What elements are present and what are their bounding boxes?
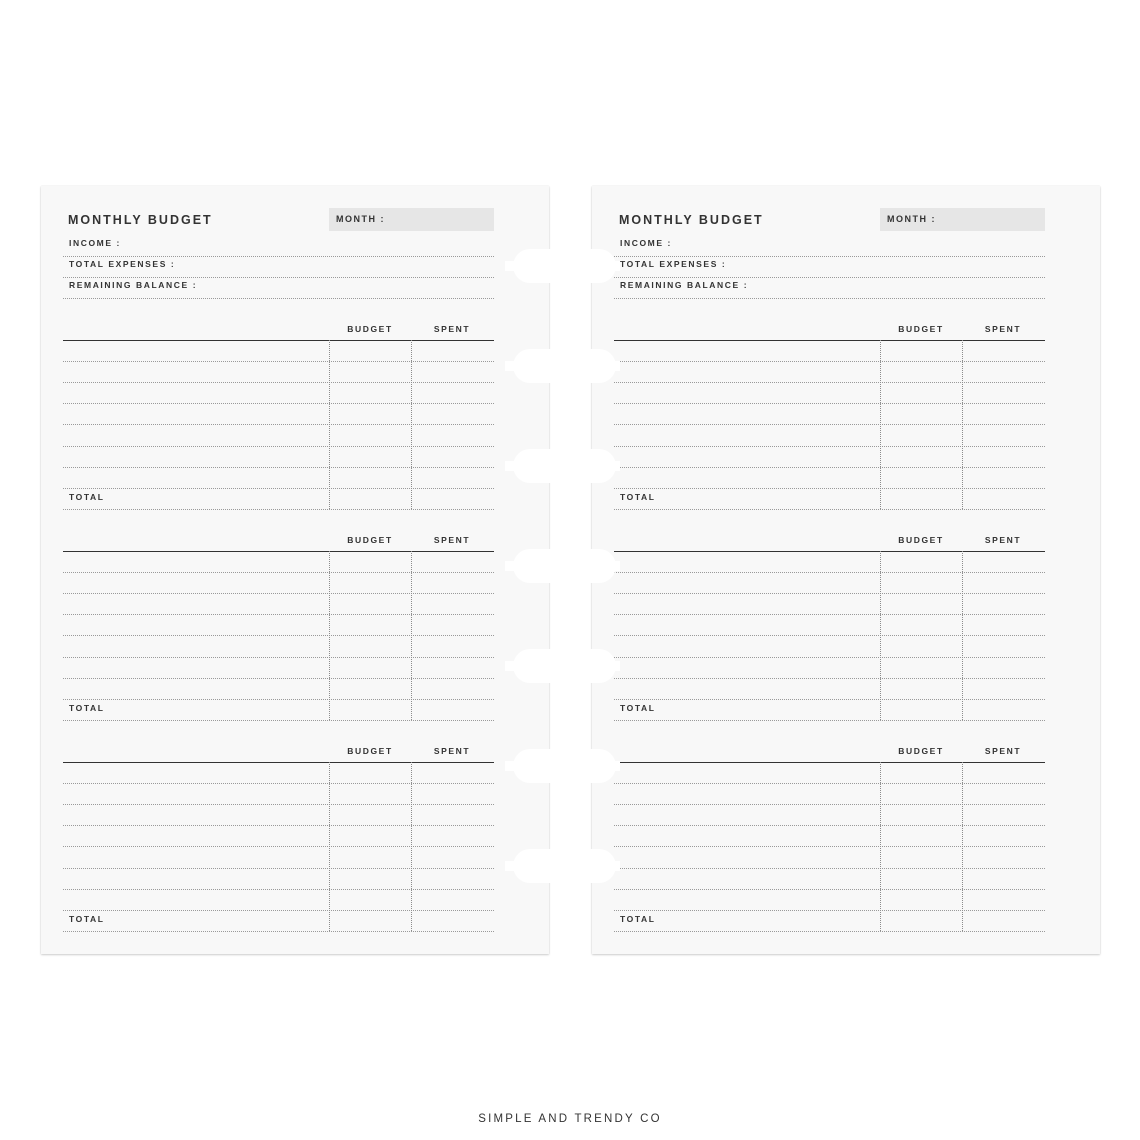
total-expenses-line[interactable]: TOTAL EXPENSES : — [614, 257, 1045, 278]
slot-stem — [505, 861, 525, 871]
table-row[interactable] — [614, 889, 1045, 890]
total-label: TOTAL — [69, 492, 105, 502]
binder-slot — [505, 849, 549, 883]
table-row[interactable] — [614, 657, 1045, 658]
total-label: TOTAL — [620, 492, 656, 502]
budget-header: BUDGET — [898, 324, 944, 334]
brand-footer: SIMPLE AND TRENDY CO — [478, 1113, 662, 1125]
budget-column-divider — [329, 340, 330, 509]
table-row[interactable] — [63, 678, 494, 679]
total-label: TOTAL — [69, 703, 105, 713]
total-label: TOTAL — [620, 914, 656, 924]
budget-column-divider — [880, 762, 881, 931]
planner-page-right — [592, 186, 1100, 954]
table-row[interactable] — [614, 572, 1045, 573]
table-row[interactable] — [614, 699, 1045, 700]
table-row[interactable] — [63, 699, 494, 700]
budget-column-divider — [880, 340, 881, 509]
slot-stem — [505, 461, 525, 471]
total-expenses-line[interactable]: TOTAL EXPENSES : — [63, 257, 494, 278]
table-row[interactable] — [614, 804, 1045, 805]
spent-column-divider — [411, 340, 412, 509]
binder-slot — [505, 749, 549, 783]
slot-stem — [610, 561, 620, 571]
income-line[interactable]: INCOME : — [614, 236, 1045, 257]
table-row[interactable] — [63, 382, 494, 383]
total-label: TOTAL — [69, 914, 105, 924]
budget-header: BUDGET — [347, 535, 393, 545]
spent-column-divider — [962, 340, 963, 509]
binder-slot — [592, 349, 636, 383]
section-rule — [63, 551, 494, 552]
spent-column-divider — [962, 551, 963, 720]
section-rule — [614, 762, 1045, 763]
table-row[interactable] — [614, 614, 1045, 615]
spent-column-divider — [411, 551, 412, 720]
table-row[interactable] — [63, 720, 494, 721]
spent-header: SPENT — [433, 746, 471, 756]
table-row[interactable] — [63, 910, 494, 911]
binder-slot — [592, 249, 636, 283]
table-row[interactable] — [63, 868, 494, 869]
page-title: MONTHLY BUDGET — [619, 213, 764, 227]
section-rule — [614, 340, 1045, 341]
table-row[interactable] — [614, 846, 1045, 847]
table-row[interactable] — [614, 783, 1045, 784]
table-row[interactable] — [63, 614, 494, 615]
section-rule — [614, 551, 1045, 552]
table-row[interactable] — [614, 635, 1045, 636]
total-label: TOTAL — [620, 703, 656, 713]
page-title: MONTHLY BUDGET — [68, 213, 213, 227]
table-row[interactable] — [63, 846, 494, 847]
budget-column-divider — [329, 551, 330, 720]
month-field[interactable]: MONTH : — [880, 208, 1045, 231]
month-field[interactable]: MONTH : — [329, 208, 494, 231]
slot-stem — [610, 461, 620, 471]
binder-slot — [592, 749, 636, 783]
table-row[interactable] — [614, 509, 1045, 510]
table-row[interactable] — [63, 509, 494, 510]
table-row[interactable] — [63, 424, 494, 425]
table-row[interactable] — [614, 446, 1045, 447]
remaining-balance-line[interactable]: REMAINING BALANCE : — [63, 278, 494, 299]
spent-header: SPENT — [984, 535, 1022, 545]
slot-stem — [610, 761, 620, 771]
table-row[interactable] — [614, 467, 1045, 468]
table-row[interactable] — [614, 825, 1045, 826]
table-row[interactable] — [63, 804, 494, 805]
table-row[interactable] — [614, 678, 1045, 679]
table-row[interactable] — [614, 382, 1045, 383]
binder-slot — [592, 849, 636, 883]
slot-stem — [610, 861, 620, 871]
section-rule — [63, 762, 494, 763]
budget-header: BUDGET — [347, 324, 393, 334]
planner-page-left — [41, 186, 549, 954]
spent-header: SPENT — [984, 324, 1022, 334]
binder-slot — [505, 549, 549, 583]
table-row[interactable] — [63, 446, 494, 447]
table-row[interactable] — [63, 657, 494, 658]
budget-header: BUDGET — [347, 746, 393, 756]
slot-stem — [610, 661, 620, 671]
table-row[interactable] — [63, 488, 494, 489]
table-row[interactable] — [614, 868, 1045, 869]
spent-header: SPENT — [984, 746, 1022, 756]
slot-stem — [505, 361, 525, 371]
table-row[interactable] — [63, 361, 494, 362]
slot-stem — [505, 261, 525, 271]
budget-column-divider — [329, 762, 330, 931]
table-row[interactable] — [63, 931, 494, 932]
income-line[interactable]: INCOME : — [63, 236, 494, 257]
table-row[interactable] — [63, 403, 494, 404]
table-row[interactable] — [614, 424, 1045, 425]
slot-stem — [505, 661, 525, 671]
table-row[interactable] — [63, 572, 494, 573]
table-row[interactable] — [63, 825, 494, 826]
binder-slot — [505, 349, 549, 383]
budget-column-divider — [880, 551, 881, 720]
binder-slot — [505, 249, 549, 283]
binder-slot — [592, 449, 636, 483]
table-row[interactable] — [614, 910, 1045, 911]
slot-stem — [610, 361, 620, 371]
table-row[interactable] — [63, 593, 494, 594]
remaining-balance-line[interactable]: REMAINING BALANCE : — [614, 278, 1045, 299]
spent-header: SPENT — [433, 535, 471, 545]
slot-stem — [505, 561, 525, 571]
table-row[interactable] — [614, 720, 1045, 721]
table-row[interactable] — [614, 488, 1045, 489]
binder-slot — [505, 449, 549, 483]
budget-header: BUDGET — [898, 746, 944, 756]
table-row[interactable] — [63, 635, 494, 636]
table-row[interactable] — [63, 783, 494, 784]
table-row[interactable] — [63, 889, 494, 890]
spent-column-divider — [962, 762, 963, 931]
section-rule — [63, 340, 494, 341]
spent-column-divider — [411, 762, 412, 931]
table-row[interactable] — [614, 403, 1045, 404]
table-row[interactable] — [614, 931, 1045, 932]
slot-stem — [610, 261, 620, 271]
spent-header: SPENT — [433, 324, 471, 334]
table-row[interactable] — [614, 593, 1045, 594]
table-row[interactable] — [614, 361, 1045, 362]
table-row[interactable] — [63, 467, 494, 468]
budget-header: BUDGET — [898, 535, 944, 545]
slot-stem — [505, 761, 525, 771]
binder-slot — [592, 649, 636, 683]
binder-slot — [505, 649, 549, 683]
binder-slot — [592, 549, 636, 583]
